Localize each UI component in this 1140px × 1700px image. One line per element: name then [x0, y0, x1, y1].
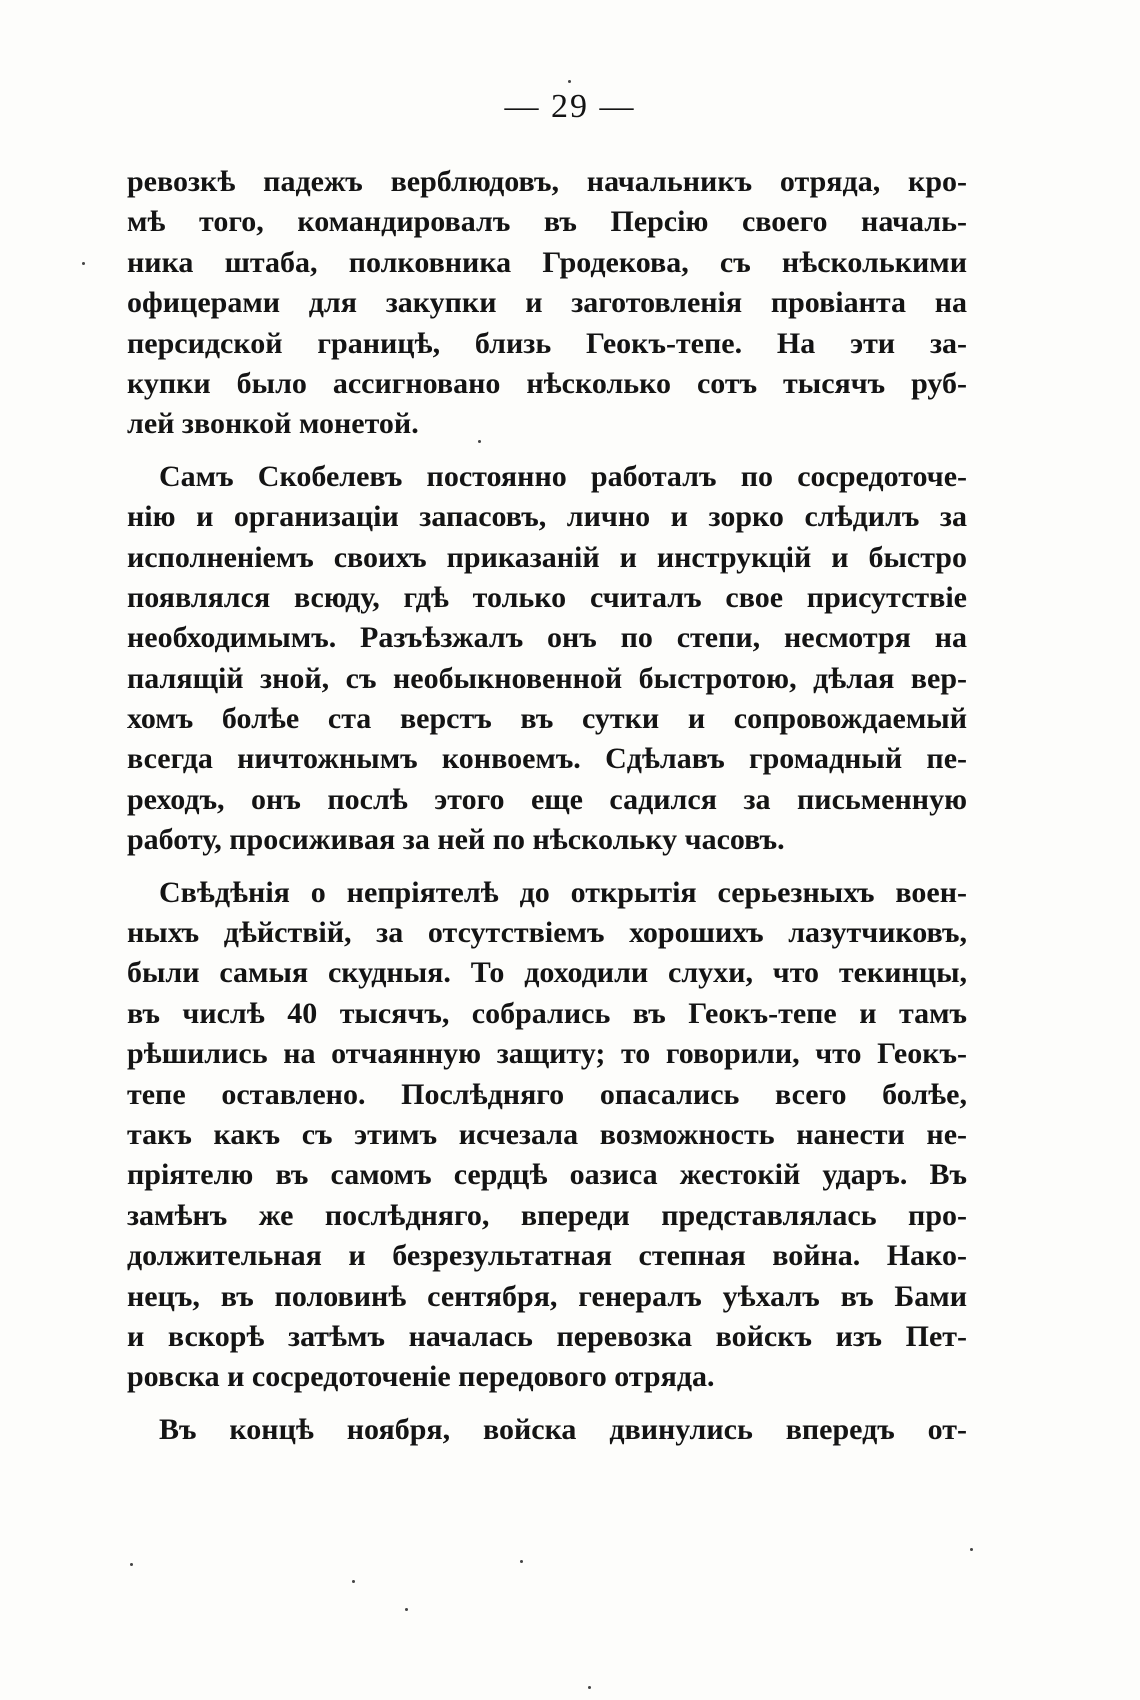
text-line: Въ концѣ ноября, войска двинулись впередъ от- [159, 1412, 967, 1446]
scan-speck [352, 1580, 355, 1583]
text-line: и вскорѣ затѣмъ началась перевозка войскъ изъ Пет- [127, 1319, 967, 1353]
text-line: Самъ Скобелевъ постоянно работалъ по сосредоточе- [159, 459, 967, 493]
text-line: ника штаба, полковника Гродекова, съ нѣсколькими [127, 245, 967, 279]
text-column [127, 162, 967, 1450]
text-line: исполненіемъ своихъ приказаній и инструкцій и быстро [127, 540, 967, 574]
paragraph-2 [127, 457, 967, 861]
text-line: ровска и сосредоточеніе передового отряда. [127, 1360, 715, 1394]
paragraph-3 [127, 873, 967, 1398]
text-line: палящій зной, съ необыкновенной быстротою, дѣлая вер- [127, 661, 967, 695]
text-line: офицерами для закупки и заготовленія провіанта на [127, 286, 967, 320]
text-line: всегда ничтожнымъ конвоемъ. Сдѣлавъ громадный пе- [127, 742, 967, 776]
scan-speck [478, 440, 481, 443]
text-line: такъ какъ съ этимъ исчезала возможность нанести не- [127, 1117, 967, 1151]
text-line: въ числѣ 40 тысячъ, собрались въ Геокъ-тепе и тамъ [127, 996, 967, 1030]
scan-speck [82, 262, 85, 265]
text-line: мѣ того, командировалъ въ Персію своего началь- [127, 205, 967, 239]
text-line: пріятелю въ самомъ сердцѣ оазиса жестокій ударъ. Въ [127, 1158, 967, 1192]
text-line: реходъ, онъ послѣ этого еще садился за письменную [127, 782, 967, 816]
text-line: рѣшились на отчаянную защиту; то говорили, что Геокъ- [127, 1037, 967, 1071]
text-line: хомъ болѣе ста верстъ въ сутки и сопровождаемый [127, 702, 967, 736]
scan-speck [130, 1563, 133, 1566]
text-line: необходимымъ. Разъѣзжалъ онъ по степи, несмотря на [127, 621, 967, 655]
scan-speck [568, 80, 571, 83]
text-line: ревозкѣ падежъ верблюдовъ, начальникъ отряда, кро- [127, 165, 967, 198]
paragraph-4 [127, 1410, 967, 1450]
text-line: тепе оставлено. Послѣдняго опасались всего болѣе, [127, 1077, 967, 1111]
text-line: ныхъ дѣйствій, за отсутствіемъ хорошихъ лазутчиковъ, [127, 916, 967, 950]
text-line: замѣнъ же послѣдняго, впереди представлялась про- [127, 1198, 967, 1232]
text-line: лей звонкой монетой. [127, 407, 419, 441]
text-line: нецъ, въ половинѣ сентября, генералъ уѣхалъ въ Бами [127, 1279, 967, 1313]
text-line: появлялся всюду, гдѣ только считалъ свое присутствіе [127, 580, 967, 614]
scan-speck [520, 1560, 523, 1563]
scan-speck [588, 1686, 591, 1689]
text-line: были самыя скудныя. То доходили слухи, что текинцы, [127, 956, 967, 990]
scan-speck [970, 1548, 973, 1551]
scan-speck [405, 1608, 408, 1611]
text-line: должительная и безрезультатная степная война. Нако- [127, 1239, 967, 1273]
page-number: — 29 — [504, 88, 636, 125]
text-line: Свѣдѣнія о непріятелѣ до открытія серьезныхъ воен- [159, 875, 967, 909]
text-line: персидской границѣ, близь Геокъ-тепе. На эти за- [127, 326, 967, 360]
text-line: купки было ассигновано нѣсколько сотъ тысячъ руб- [127, 366, 967, 400]
text-line: работу, просиживая за ней по нѣскольку часовъ. [127, 823, 785, 857]
text-line: нію и организаціи запасовъ, лично и зорко слѣдилъ за [127, 500, 967, 534]
paragraph-1 [127, 162, 967, 445]
